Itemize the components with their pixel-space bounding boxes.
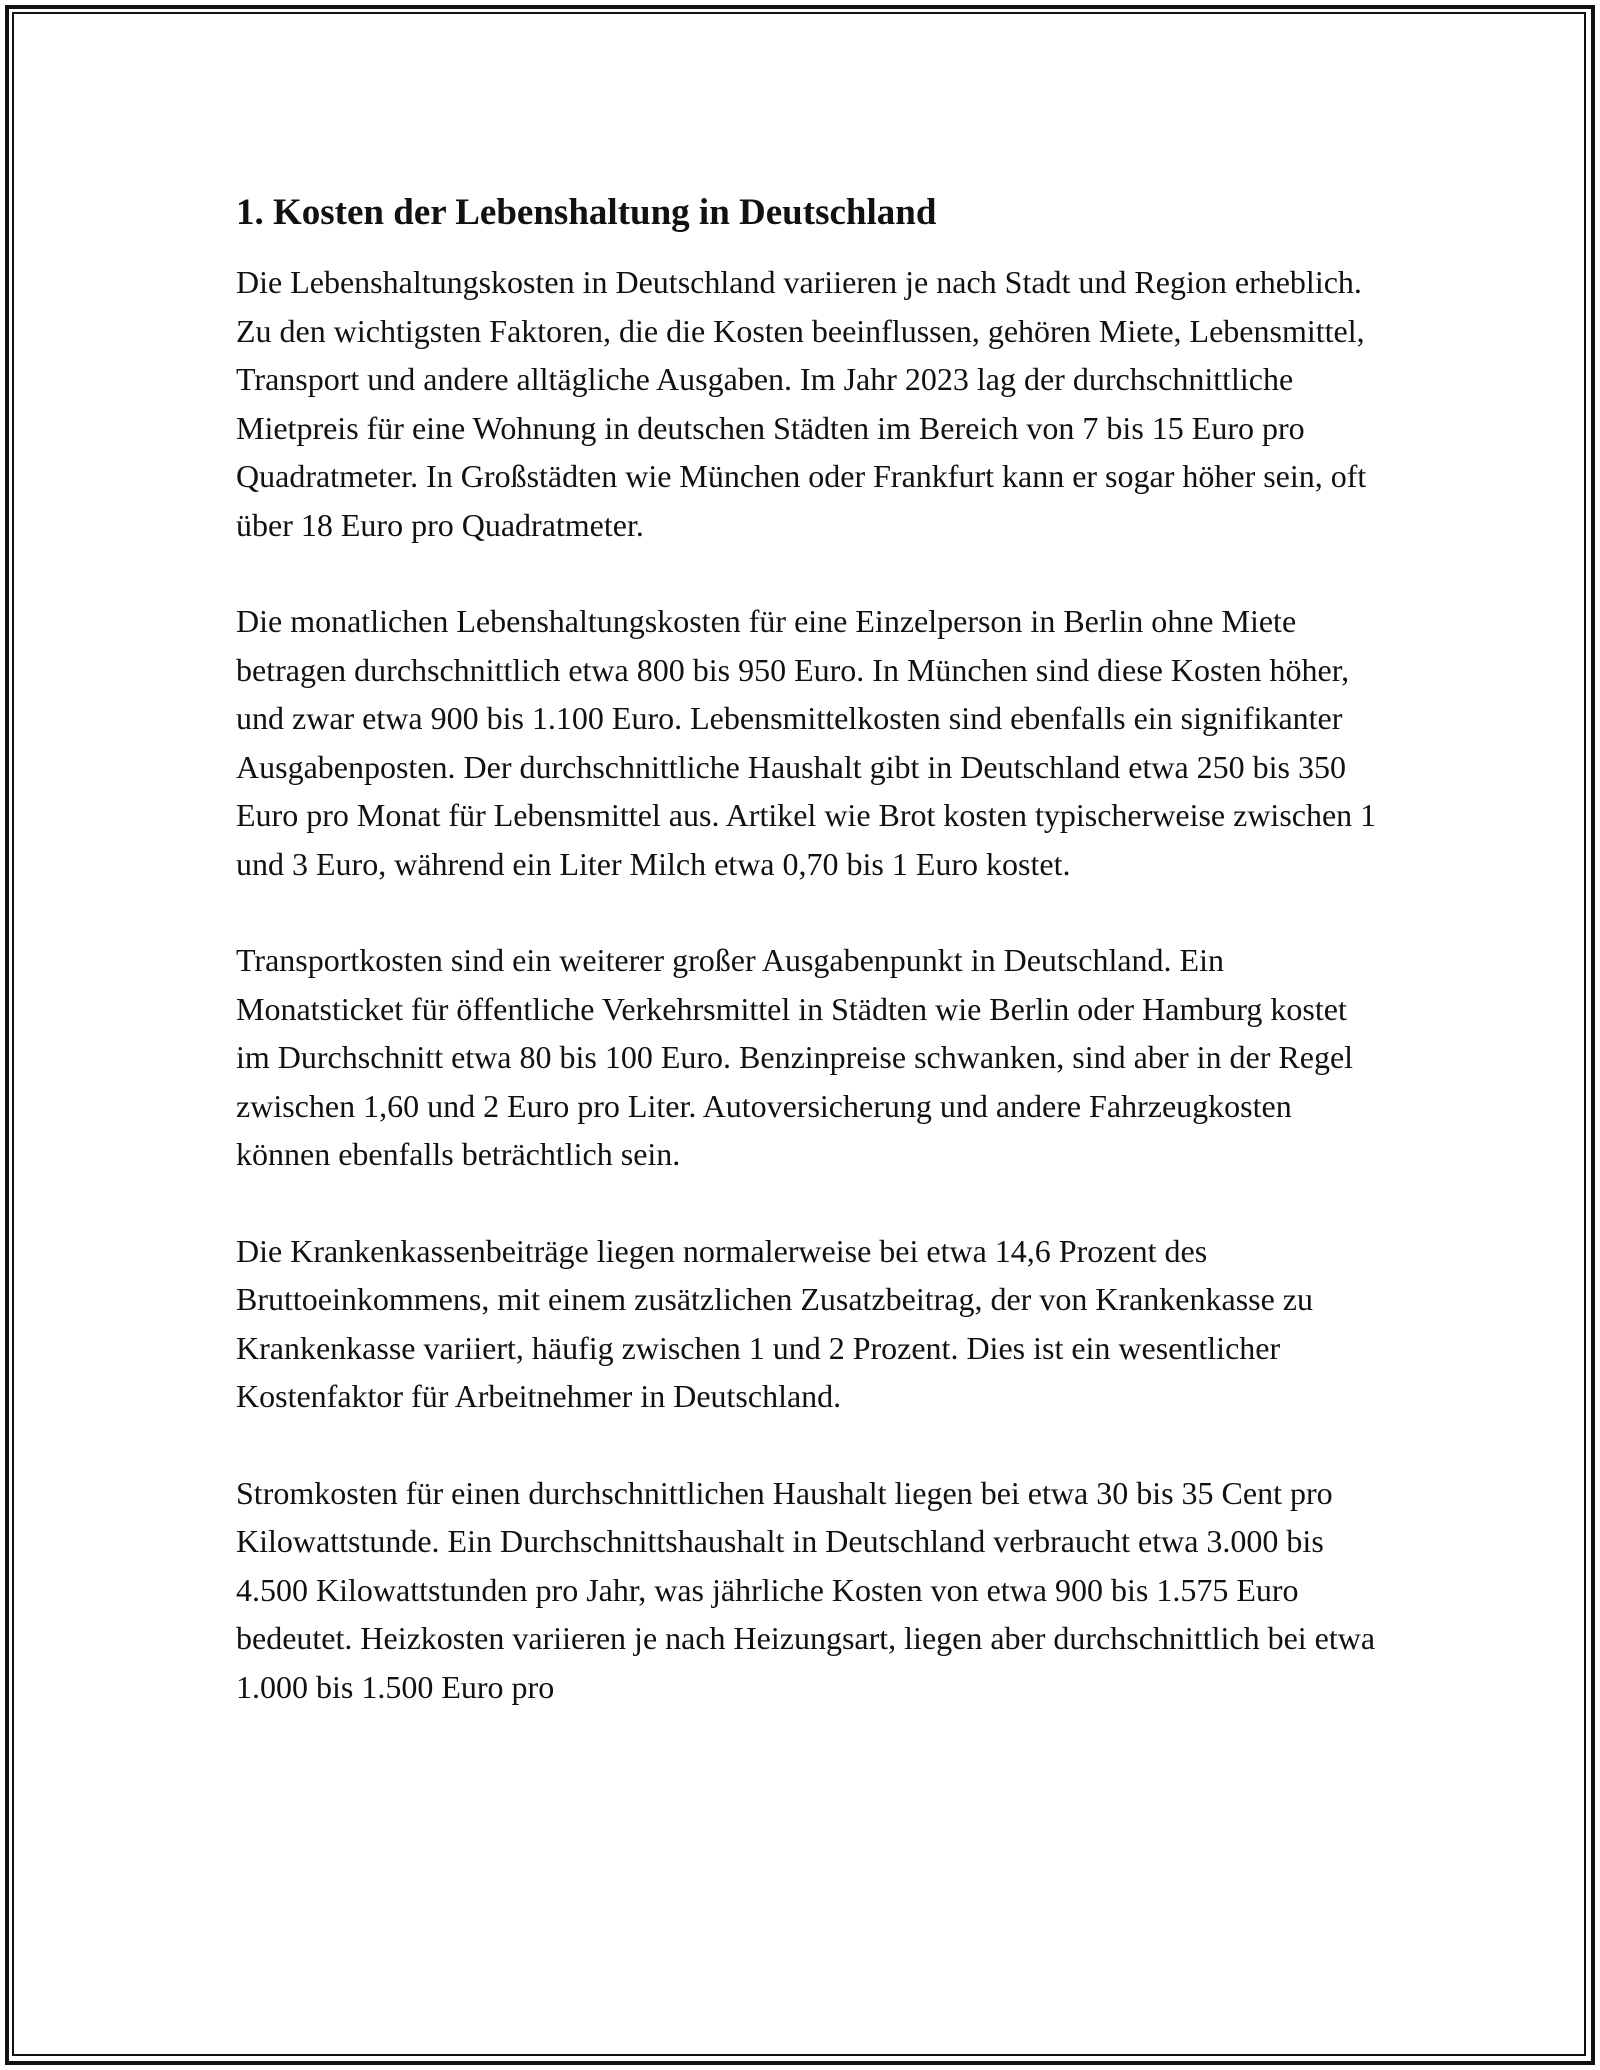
paragraph-monthly-costs: Die monatlichen Lebenshaltungskosten für eine Einzelperson in Berlin ohne Miete betragen durchschnittlich etwa 800 bis 950 Euro. In München sind diese Kosten höher, und zwar etwa 900 bis 1.100 Euro. Lebensmittelkosten sind ebenfalls ein signifikanter Ausgabenposten. Der durchschnittliche Haushalt gibt in Deutschland etwa 250 bis 350 Euro pro Monat für Lebensmittel aus. Artikel wie Brot kosten typischerweise zwischen 1 und 3 Euro, während ein Liter Milch etwa 0,70 bis 1 Euro kostet. [236, 603, 1377, 882]
paragraph-living-costs: Die Lebenshaltungskosten in Deutschland variieren je nach Stadt und Region erheblich. Zu den wichtigsten Faktoren, die die Kosten beeinflussen, gehören Miete, Lebensmittel, Transport und andere alltägliche Ausgaben. Im Jahr 2023 lag der durchschnittliche Mietpreis für eine Wohnung in deutschen Städten im Bereich von 7 bis 15 Euro pro Quadratmeter. In Großstädten wie München oder Frankfurt kann er sogar höher sein, oft über 18 Euro pro Quadratmeter. [236, 264, 1367, 543]
paragraph-energy-costs: Stromkosten für einen durchschnittlichen Haushalt liegen bei etwa 30 bis 35 Cent pro Kilowattstunde. Ein Durchschnittshaushalt in Deutschland verbraucht etwa 3.000 bis 4.500 Kilowattstunden pro Jahr, was jährliche Kosten von etwa 900 bis 1.575 Euro bedeutet. Heizkosten variieren je nach Heizungsart, liegen aber durchschnittlich bei etwa 1.000 bis 1.500 Euro pro [236, 1474, 1376, 1705]
document-page [236, 186, 1386, 1759]
paragraph-health-insurance: Die Krankenkassenbeiträge liegen normalerweise bei etwa 14,6 Prozent des Bruttoeinkommens, mit einem zusätzlichen Zusatzbeitrag, der von Krankenkasse zu Krankenkasse variiert, häufig zwischen 1 und 2 Prozent. Dies ist ein wesentlicher Kostenfaktor für Arbeitnehmer in Deutschland. [236, 1232, 1313, 1414]
paragraph-transport-costs: Transportkosten sind ein weiterer großer Ausgabenpunkt in Deutschland. Ein Monatsticket für öffentliche Verkehrsmittel in Städten wie Berlin oder Hamburg kostet im Durchschnitt etwa 80 bis 100 Euro. Benzinpreise schwanken, sind aber in der Regel zwischen 1,60 und 2 Euro pro Liter. Autoversicherung und andere Fahrzeugkosten können ebenfalls beträchtlich sein. [236, 942, 1354, 1172]
section-heading: 1. Kosten der Lebenshaltung in Deutschland [236, 192, 937, 233]
